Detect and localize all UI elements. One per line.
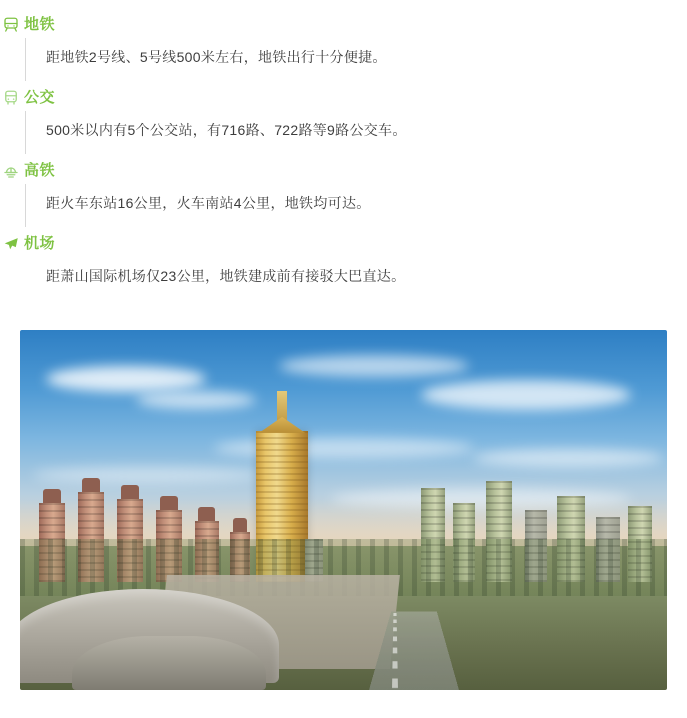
transport-item-body [25,184,687,227]
cityscape-photo [20,330,667,690]
transport-item-desc: 500米以内有5个公交站，有716路、722路等9路公交车。 [46,122,407,138]
transport-item-header [0,158,687,184]
cloud [214,438,474,458]
transport-item-highspeed-rail [0,158,687,227]
transport-item-title: 机场 [24,235,56,252]
transport-item-body [25,38,687,81]
train-icon [0,160,24,182]
cloud [33,467,263,483]
bus-icon [0,87,24,109]
transport-item-bus [0,85,687,154]
transport-item-body [25,111,687,154]
transport-item-subway [0,12,687,81]
transport-item-title: 高铁 [24,162,56,179]
transport-item-body [25,257,687,300]
stadium-base [72,636,266,690]
cityscape-illustration [20,330,667,690]
transport-item-header [0,231,687,257]
transport-item-desc: 距萧山国际机场仅23公里，地铁建成前有接驳大巴直达。 [46,268,406,284]
transport-item-desc: 距地铁2号线、5号线500米左右，地铁出行十分便捷。 [46,49,387,65]
transport-item-airport [0,231,687,300]
transport-item-desc: 距火车东站16公里，火车南站4公里，地铁均可达。 [46,195,371,211]
transport-item-title: 公交 [24,89,56,106]
airplane-icon [0,233,24,255]
subway-icon [0,14,24,36]
transport-item-header [0,12,687,38]
transport-list [0,0,687,300]
cloud [46,366,206,392]
cloud [473,449,663,467]
transport-item-title: 地铁 [24,16,56,33]
cloud [279,355,469,377]
transport-item-header [0,85,687,111]
